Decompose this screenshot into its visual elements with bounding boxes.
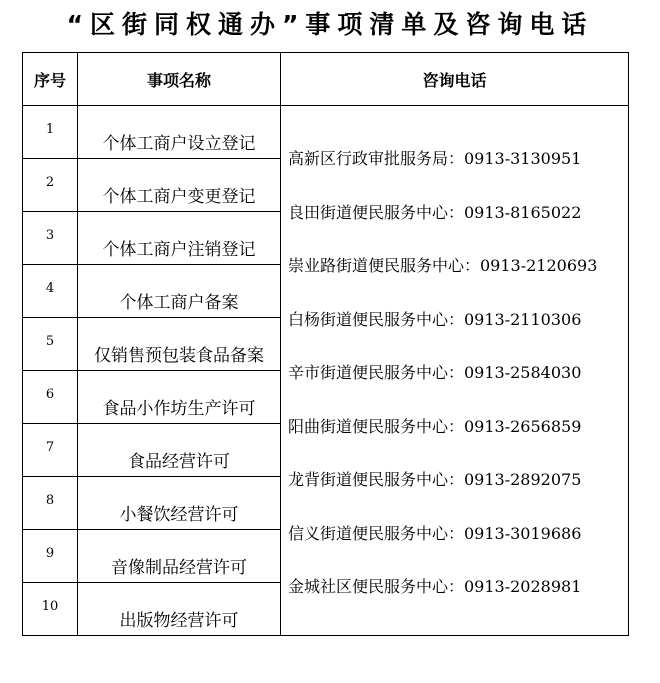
row-number: 8 <box>23 477 78 530</box>
item-name: 仅销售预包装食品备案 <box>78 318 281 371</box>
header-item: 事项名称 <box>78 53 281 106</box>
phone-entry: 白杨街道便民服务中心：0913-2110306 <box>288 309 582 329</box>
phone-entry: 信义街道便民服务中心：0913-3019686 <box>288 523 582 543</box>
phone-entry: 良田街道便民服务中心：0913-8165022 <box>288 202 582 222</box>
item-name: 个体工商户变更登记 <box>78 159 281 212</box>
item-name: 音像制品经营许可 <box>78 530 281 583</box>
item-name: 小餐饮经营许可 <box>78 477 281 530</box>
phone-entry: 金城社区便民服务中心：0913-2028981 <box>288 577 582 596</box>
row-number: 5 <box>23 318 78 371</box>
row-number: 4 <box>23 265 78 318</box>
item-name: 个体工商户备案 <box>78 265 281 318</box>
row-number: 9 <box>23 530 78 583</box>
row-number: 10 <box>23 583 78 636</box>
header-phone: 咨询电话 <box>281 53 629 106</box>
page-title: “区街同权通办”事项清单及咨询电话 <box>66 10 594 39</box>
item-name: 食品经营许可 <box>78 424 281 477</box>
items-table <box>22 52 629 636</box>
row-number: 3 <box>23 212 78 265</box>
row-number: 7 <box>23 424 78 477</box>
phone-entry: 龙背街道便民服务中心：0913-2892075 <box>288 470 582 489</box>
phone-entry: 崇业路街道便民服务中心：0913-2120693 <box>288 256 598 275</box>
row-number: 6 <box>23 371 78 424</box>
table-header-row <box>23 53 629 106</box>
header-num: 序号 <box>23 53 78 106</box>
row-number: 2 <box>23 159 78 212</box>
item-name: 食品小作坊生产许可 <box>78 371 281 424</box>
row-number: 1 <box>23 106 78 159</box>
table-row <box>23 106 629 159</box>
phone-entry: 辛市街道便民服务中心：0913-2584030 <box>288 363 582 382</box>
phone-entry: 高新区行政审批服务局：0913-3130951 <box>288 149 582 168</box>
phone-list <box>281 106 629 636</box>
item-name: 出版物经营许可 <box>78 583 281 636</box>
item-name: 个体工商户注销登记 <box>78 212 281 265</box>
phone-entry: 阳曲街道便民服务中心：0913-2656859 <box>288 416 582 436</box>
item-name: 个体工商户设立登记 <box>78 106 281 159</box>
